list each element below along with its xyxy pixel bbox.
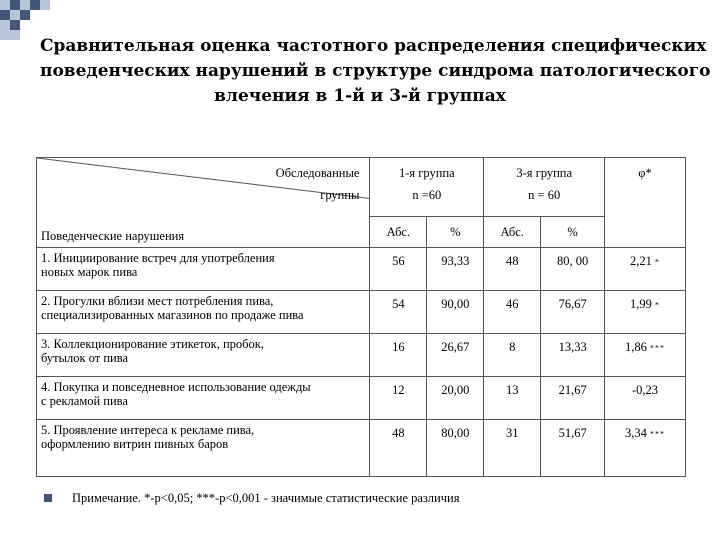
pct1-cell: 26,67: [427, 334, 484, 377]
row-text: 1. Инициирование встреч для употребления: [41, 251, 275, 265]
abs1-cell: 12: [370, 377, 427, 420]
decor-square: [10, 10, 20, 20]
behavior-cell: [37, 377, 370, 420]
title-line: влечения в 1-й и 3-й группах: [214, 86, 506, 106]
abs1-cell: 56: [370, 248, 427, 291]
header-text: Обследованные: [275, 166, 360, 180]
header-text: n =60: [412, 188, 442, 202]
group1-header: [370, 158, 484, 217]
abs3-cell: 31: [484, 420, 541, 477]
significance-stars: ***: [650, 429, 666, 439]
phi-cell: [605, 420, 686, 477]
table-row: [37, 420, 686, 477]
phi-cell: [605, 334, 686, 377]
abs-header: Абс.: [484, 217, 541, 248]
abs3-cell: 8: [484, 334, 541, 377]
pct1-cell: 93,33: [427, 248, 484, 291]
row-text: с рекламой пива: [41, 394, 128, 408]
significance-stars: *: [655, 300, 661, 310]
pct-header: %: [541, 217, 605, 248]
behavior-cell: [37, 248, 370, 291]
abs1-cell: 54: [370, 291, 427, 334]
table-row: [37, 291, 686, 334]
phi-value: -0,23: [632, 383, 659, 397]
phi-cell: [605, 377, 686, 420]
decor-square: [20, 0, 30, 10]
row-text: 5. Проявление интереса к рекламе пива,: [41, 423, 255, 437]
decor-square: [10, 0, 20, 10]
behavior-cell: [37, 291, 370, 334]
row-text: 4. Покупка и повседневное использование одежды: [41, 380, 311, 394]
row-text: новых марок пива: [41, 265, 138, 279]
header-text: группы: [320, 188, 360, 202]
decor-square: [0, 30, 10, 40]
pct3-cell: 76,67: [541, 291, 605, 334]
pct3-cell: 13,33: [541, 334, 605, 377]
title-line: поведенческих нарушений в структуре синдрома патологического: [40, 61, 711, 81]
behavior-cell: [37, 420, 370, 477]
significance-stars: ***: [650, 343, 666, 353]
abs1-cell: 48: [370, 420, 427, 477]
decor-square: [10, 30, 20, 40]
pct3-cell: 21,67: [541, 377, 605, 420]
phi-header: φ*: [605, 158, 686, 248]
table-row: [37, 334, 686, 377]
behavior-label: Поведенческие нарушения: [41, 229, 185, 243]
footnote: Примечание. *-p<0,05; ***-p<0,001 - значимые статистические различия: [72, 491, 460, 505]
decor-square: [0, 20, 10, 30]
header-text: 1-я группа: [399, 166, 455, 180]
phi-value: 1,86: [625, 340, 647, 354]
header-text: n = 60: [528, 188, 561, 202]
title-line: Сравнительная оценка частотного распределения специфических: [40, 36, 707, 56]
decor-square: [20, 10, 30, 20]
pct3-cell: 80, 00: [541, 248, 605, 291]
decor-square: [30, 0, 40, 10]
row-text: оформлению витрин пивных баров: [41, 437, 229, 451]
table-row: [37, 377, 686, 420]
pct1-cell: 80,00: [427, 420, 484, 477]
row-text: бутылок от пива: [41, 351, 129, 365]
row-text: 2. Прогулки вблизи мест потребления пива,: [41, 294, 274, 308]
abs3-cell: 13: [484, 377, 541, 420]
examined-groups-label: [276, 162, 360, 206]
decor-square: [0, 10, 10, 20]
phi-value: 3,34: [625, 426, 647, 440]
header-row: [37, 158, 686, 217]
pct3-cell: 51,67: [541, 420, 605, 477]
abs-header: Абс.: [370, 217, 427, 248]
decor-square: [40, 0, 50, 10]
behavior-cell: [37, 334, 370, 377]
significance-stars: *: [655, 257, 661, 267]
table-row: [37, 248, 686, 291]
phi-value: 1,99: [630, 297, 652, 311]
pct-header: %: [427, 217, 484, 248]
bullet-icon: [44, 494, 52, 502]
pct1-cell: 20,00: [427, 377, 484, 420]
comparison-table: [36, 157, 686, 477]
abs3-cell: 46: [484, 291, 541, 334]
row-text: специализированных магазинов по продаже пива: [41, 308, 304, 322]
header-text: 3-я группа: [516, 166, 573, 180]
pct1-cell: 90,00: [427, 291, 484, 334]
diagonal-header-cell: [37, 158, 370, 248]
abs3-cell: 48: [484, 248, 541, 291]
decor-square: [10, 20, 20, 30]
decor-square: [0, 0, 10, 10]
row-text: 3. Коллекционирование этикеток, пробок,: [41, 337, 264, 351]
phi-value: 2,21: [630, 254, 652, 268]
phi-cell: [605, 248, 686, 291]
slide-title: [40, 34, 711, 109]
group3-header: [484, 158, 605, 217]
phi-cell: [605, 291, 686, 334]
abs1-cell: 16: [370, 334, 427, 377]
